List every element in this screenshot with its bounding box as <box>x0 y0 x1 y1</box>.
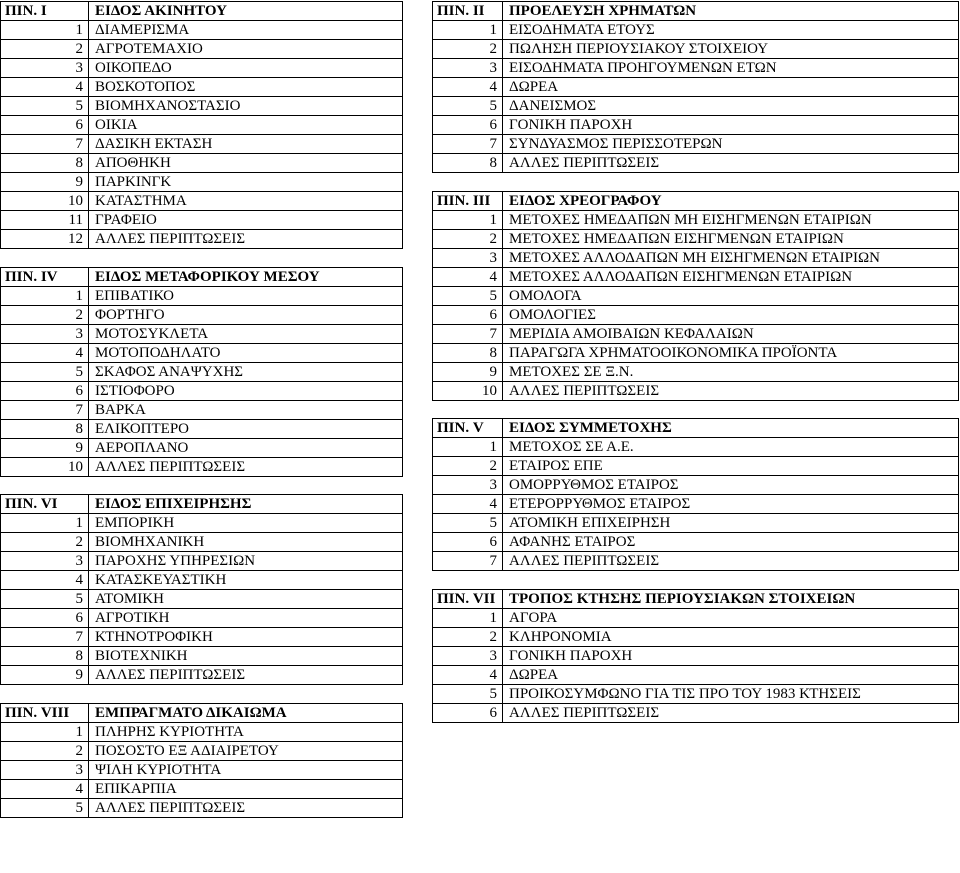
table-row <box>1 514 403 533</box>
row-code: 3 <box>1 324 89 343</box>
table-row <box>433 229 959 248</box>
row-label: ΚΑΤΑΣΚΕΥΑΣΤΙΚΗ <box>89 571 403 590</box>
row-code: 4 <box>433 78 503 97</box>
table-row <box>433 40 959 59</box>
row-label: ΓΡΑΦΕΙΟ <box>89 211 403 230</box>
row-label: ΕΙΣΟΔΗΜΑΤΑ ΕΤΟΥΣ <box>503 21 959 40</box>
table-row <box>433 116 959 135</box>
table-row <box>433 665 959 684</box>
row-code: 2 <box>1 533 89 552</box>
row-label: ΔΩΡΕΑ <box>503 78 959 97</box>
row-label: ΕΠΙΚΑΡΠΙΑ <box>89 779 403 798</box>
section-title: ΠΡΟΕΛΕΥΣΗ ΧΡΗΜΑΤΩΝ <box>503 2 959 21</box>
row-label: ΠΑΡΑΓΩΓΑ ΧΡΗΜΑΤΟΟΙΚΟΝΟΜΙΚΑ ΠΡΟΪΟΝΤΑ <box>503 343 959 362</box>
table-row <box>1 552 403 571</box>
row-code: 6 <box>433 703 503 722</box>
table-row <box>433 97 959 116</box>
table-row <box>1 40 403 59</box>
row-label: ΕΜΠΟΡΙΚΗ <box>89 514 403 533</box>
section-code: ΠΙΝ. VI <box>1 495 89 514</box>
row-label: ΠΟΣΟΣΤΟ ΕΞ ΑΔΙΑΙΡΕΤΟΥ <box>89 741 403 760</box>
table-row <box>1 59 403 78</box>
section-title: ΕΙΔΟΣ ΣΥΜΜΕΤΟΧΗΣ <box>503 419 959 438</box>
table-row <box>433 78 959 97</box>
row-code: 10 <box>433 381 503 400</box>
row-code: 6 <box>433 305 503 324</box>
table-row <box>1 286 403 305</box>
row-label: ΦΟΡΤΗΓΟ <box>89 305 403 324</box>
table-row <box>1 362 403 381</box>
row-label: ΟΜΟΛΟΓΙΕΣ <box>503 305 959 324</box>
section-title: ΕΜΠΡΑΓΜΑΤΟ ΔΙΚΑΙΩΜΑ <box>89 703 403 722</box>
row-code: 1 <box>433 608 503 627</box>
row-label: ΜΕΤΟΧΕΣ ΑΛΛΟΔΑΠΩΝ ΜΗ ΕΙΣΗΓΜΕΝΩΝ ΕΤΑΙΡΙΩΝ <box>503 248 959 267</box>
spacer-row <box>433 571 959 590</box>
row-code: 5 <box>433 97 503 116</box>
row-code: 2 <box>1 305 89 324</box>
row-code: 2 <box>433 457 503 476</box>
section-header <box>1 703 403 722</box>
row-code: 6 <box>1 116 89 135</box>
row-code: 1 <box>433 210 503 229</box>
table-row <box>1 324 403 343</box>
row-code: 5 <box>1 362 89 381</box>
table-row <box>1 628 403 647</box>
row-label: ΜΕΤΟΧΕΣ ΗΜΕΔΑΠΩΝ ΕΙΣΗΓΜΕΝΩΝ ΕΤΑΙΡΙΩΝ <box>503 229 959 248</box>
row-label: ΑΛΛΕΣ ΠΕΡΙΠΤΩΣΕΙΣ <box>89 457 403 476</box>
row-label: ΒΟΣΚΟΤΟΠΟΣ <box>89 78 403 97</box>
table-row <box>1 609 403 628</box>
row-label: ΑΓΟΡΑ <box>503 608 959 627</box>
table-row <box>1 97 403 116</box>
table-row <box>1 400 403 419</box>
section-code: ΠΙΝ. III <box>433 191 503 210</box>
row-code: 5 <box>433 684 503 703</box>
section-code: ΠΙΝ. II <box>433 2 503 21</box>
row-code: 3 <box>433 646 503 665</box>
row-code: 7 <box>1 628 89 647</box>
row-label: ΜΟΤΟΣΥΚΛΕΤΑ <box>89 324 403 343</box>
row-label: ΕΤΕΡΟΡΡΥΘΜΟΣ ΕΤΑΙΡΟΣ <box>503 495 959 514</box>
table-row <box>1 116 403 135</box>
table-row <box>1 381 403 400</box>
row-label: ΜΕΡΙΔΙΑ ΑΜΟΙΒΑΙΩΝ ΚΕΦΑΛΑΙΩΝ <box>503 324 959 343</box>
row-label: ΑΛΛΕΣ ΠΕΡΙΠΤΩΣΕΙΣ <box>89 230 403 249</box>
table-row <box>433 514 959 533</box>
table-row <box>433 495 959 514</box>
row-code: 1 <box>433 438 503 457</box>
row-label: ΑΓΡΟΤΕΜΑΧΙΟ <box>89 40 403 59</box>
table-row <box>1 779 403 798</box>
row-code: 3 <box>433 476 503 495</box>
row-code: 3 <box>1 552 89 571</box>
row-label: ΙΣΤΙΟΦΟΡΟ <box>89 381 403 400</box>
row-label: ΓΟΝΙΚΗ ΠΑΡΟΧΗ <box>503 646 959 665</box>
section-header <box>1 267 403 286</box>
row-code: 5 <box>1 590 89 609</box>
row-label: ΔΑΝΕΙΣΜΟΣ <box>503 97 959 116</box>
table-row <box>1 533 403 552</box>
row-code: 7 <box>1 135 89 154</box>
row-label: ΣΥΝΔΥΑΣΜΟΣ ΠΕΡΙΣΣΟΤΕΡΩΝ <box>503 135 959 154</box>
row-label: ΑΛΛΕΣ ΠΕΡΙΠΤΩΣΕΙΣ <box>89 666 403 685</box>
table-row <box>1 798 403 817</box>
row-code: 11 <box>1 211 89 230</box>
row-label: ΓΟΝΙΚΗ ΠΑΡΟΧΗ <box>503 116 959 135</box>
table-row <box>433 457 959 476</box>
row-label: ΔΙΑΜΕΡΙΣΜΑ <box>89 21 403 40</box>
row-label: ΚΛΗΡΟΝΟΜΙΑ <box>503 627 959 646</box>
table-row <box>433 552 959 571</box>
row-label: ΠΛΗΡΗΣ ΚΥΡΙΟΤΗΤΑ <box>89 722 403 741</box>
section-code: ΠΙΝ. I <box>1 2 89 21</box>
row-label: ΑΓΡΟΤΙΚΗ <box>89 609 403 628</box>
row-code: 9 <box>1 666 89 685</box>
table-row <box>433 59 959 78</box>
row-code: 7 <box>1 400 89 419</box>
row-label: ΨΙΛΗ ΚΥΡΙΟΤΗΤΑ <box>89 760 403 779</box>
section-header <box>1 2 403 21</box>
row-code: 10 <box>1 457 89 476</box>
row-label: ΕΤΑΙΡΟΣ ΕΠΕ <box>503 457 959 476</box>
section-code: ΠΙΝ. V <box>433 419 503 438</box>
row-code: 6 <box>433 116 503 135</box>
row-label: ΑΤΟΜΙΚΗ ΕΠΙΧΕΙΡΗΣΗ <box>503 514 959 533</box>
right-code-table <box>432 1 959 723</box>
row-label: ΑΛΛΕΣ ΠΕΡΙΠΤΩΣΕΙΣ <box>503 552 959 571</box>
row-code: 3 <box>433 59 503 78</box>
table-row <box>1 438 403 457</box>
section-title: ΤΡΟΠΟΣ ΚΤΗΣΗΣ ΠΕΡΙΟΥΣΙΑΚΩΝ ΣΤΟΙΧΕΙΩΝ <box>503 589 959 608</box>
table-row <box>1 343 403 362</box>
table-row <box>1 78 403 97</box>
row-label: ΔΑΣΙΚΗ ΕΚΤΑΣΗ <box>89 135 403 154</box>
row-code: 5 <box>1 798 89 817</box>
row-code: 5 <box>433 514 503 533</box>
row-label: ΠΑΡΚΙΝΓΚ <box>89 173 403 192</box>
table-row <box>1 192 403 211</box>
row-label: ΔΩΡΕΑ <box>503 665 959 684</box>
row-label: ΒΙΟΜΗΧΑΝΙΚΗ <box>89 533 403 552</box>
row-label: ΜΟΤΟΠΟΔΗΛΑΤΟ <box>89 343 403 362</box>
table-row <box>433 476 959 495</box>
table-row <box>433 21 959 40</box>
section-header <box>433 589 959 608</box>
row-label: ΒΙΟΜΗΧΑΝΟΣΤΑΣΙΟ <box>89 97 403 116</box>
row-code: 4 <box>433 267 503 286</box>
row-label: ΟΙΚΙΑ <box>89 116 403 135</box>
table-row <box>1 722 403 741</box>
table-row <box>433 343 959 362</box>
table-row <box>1 457 403 476</box>
row-code: 7 <box>433 552 503 571</box>
table-row <box>433 608 959 627</box>
row-label: ΑΤΟΜΙΚΗ <box>89 590 403 609</box>
row-label: ΑΛΛΕΣ ΠΕΡΙΠΤΩΣΕΙΣ <box>503 703 959 722</box>
table-row <box>1 173 403 192</box>
table-row <box>1 21 403 40</box>
table-row <box>1 590 403 609</box>
row-code: 3 <box>433 248 503 267</box>
row-code: 5 <box>433 286 503 305</box>
row-code: 2 <box>433 627 503 646</box>
row-label: ΠΑΡΟΧΗΣ ΥΠΗΡΕΣΙΩΝ <box>89 552 403 571</box>
row-code: 2 <box>433 40 503 59</box>
section-title: ΕΙΔΟΣ ΧΡΕΟΓΡΑΦΟΥ <box>503 191 959 210</box>
row-code: 4 <box>433 665 503 684</box>
spacer-row <box>1 249 403 268</box>
table-row <box>433 305 959 324</box>
row-code: 8 <box>1 419 89 438</box>
section-title: ΕΙΔΟΣ ΕΠΙΧΕΙΡΗΣΗΣ <box>89 495 403 514</box>
table-row <box>1 760 403 779</box>
row-code: 6 <box>1 609 89 628</box>
row-label: ΕΙΣΟΔΗΜΑΤΑ ΠΡΟΗΓΟΥΜΕΝΩΝ ΕΤΩΝ <box>503 59 959 78</box>
row-label: ΒΙΟΤΕΧΝΙΚΗ <box>89 647 403 666</box>
row-code: 6 <box>1 381 89 400</box>
left-code-table <box>0 1 403 818</box>
spacer-row <box>1 476 403 495</box>
row-label: ΕΠΙΒΑΤΙΚΟ <box>89 286 403 305</box>
table-row <box>433 703 959 722</box>
row-code: 4 <box>433 495 503 514</box>
row-code: 10 <box>1 192 89 211</box>
row-label: ΒΑΡΚΑ <box>89 400 403 419</box>
row-label: ΑΦΑΝΗΣ ΕΤΑΙΡΟΣ <box>503 533 959 552</box>
row-label: ΜΕΤΟΧΕΣ ΣΕ Ξ.Ν. <box>503 362 959 381</box>
section-header <box>433 191 959 210</box>
row-code: 1 <box>433 21 503 40</box>
row-code: 2 <box>1 741 89 760</box>
spacer-row <box>433 173 959 192</box>
table-row <box>1 230 403 249</box>
section-code: ΠΙΝ. VII <box>433 589 503 608</box>
row-label: ΠΡΟΙΚΟΣΥΜΦΩΝΟ ΓΙΑ ΤΙΣ ΠΡΟ ΤΟΥ 1983 ΚΤΗΣΕΙΣ <box>503 684 959 703</box>
row-label: ΜΕΤΟΧΟΣ ΣΕ Α.Ε. <box>503 438 959 457</box>
table-row <box>433 533 959 552</box>
row-code: 9 <box>433 362 503 381</box>
row-code: 8 <box>433 343 503 362</box>
table-row <box>433 248 959 267</box>
row-label: ΟΜΟΡΡΥΘΜΟΣ ΕΤΑΙΡΟΣ <box>503 476 959 495</box>
row-code: 12 <box>1 230 89 249</box>
row-code: 2 <box>1 40 89 59</box>
row-label: ΑΛΛΕΣ ΠΕΡΙΠΤΩΣΕΙΣ <box>503 381 959 400</box>
row-label: ΠΩΛΗΣΗ ΠΕΡΙΟΥΣΙΑΚΟΥ ΣΤΟΙΧΕΙΟΥ <box>503 40 959 59</box>
section-header <box>433 2 959 21</box>
table-row <box>1 305 403 324</box>
row-code: 1 <box>1 286 89 305</box>
row-code: 8 <box>1 154 89 173</box>
row-code: 2 <box>433 229 503 248</box>
row-label: ΑΛΛΕΣ ΠΕΡΙΠΤΩΣΕΙΣ <box>89 798 403 817</box>
row-code: 5 <box>1 97 89 116</box>
table-row <box>433 438 959 457</box>
section-code: ΠΙΝ. IV <box>1 267 89 286</box>
table-row <box>1 666 403 685</box>
row-code: 4 <box>1 343 89 362</box>
spacer-row <box>433 400 959 419</box>
row-code: 3 <box>1 760 89 779</box>
row-code: 4 <box>1 78 89 97</box>
row-label: ΚΤΗΝΟΤΡΟΦΙΚΗ <box>89 628 403 647</box>
row-label: ΜΕΤΟΧΕΣ ΗΜΕΔΑΠΩΝ ΜΗ ΕΙΣΗΓΜΕΝΩΝ ΕΤΑΙΡΙΩΝ <box>503 210 959 229</box>
table-row <box>1 419 403 438</box>
table-row <box>1 211 403 230</box>
row-code: 1 <box>1 514 89 533</box>
table-row <box>433 381 959 400</box>
row-code: 6 <box>433 533 503 552</box>
section-code: ΠΙΝ. VIII <box>1 703 89 722</box>
row-label: ΕΛΙΚΟΠΤΕΡΟ <box>89 419 403 438</box>
row-label: ΚΑΤΑΣΤΗΜΑ <box>89 192 403 211</box>
table-row <box>433 267 959 286</box>
spacer-row <box>1 685 403 704</box>
row-code: 9 <box>1 173 89 192</box>
row-label: ΑΕΡΟΠΛΑΝΟ <box>89 438 403 457</box>
table-row <box>433 210 959 229</box>
row-code: 9 <box>1 438 89 457</box>
table-row <box>433 646 959 665</box>
section-header <box>433 419 959 438</box>
row-code: 1 <box>1 21 89 40</box>
table-row <box>433 684 959 703</box>
row-code: 3 <box>1 59 89 78</box>
row-code: 4 <box>1 571 89 590</box>
row-label: ΟΙΚΟΠΕΔΟ <box>89 59 403 78</box>
row-label: ΜΕΤΟΧΕΣ ΑΛΛΟΔΑΠΩΝ ΕΙΣΗΓΜΕΝΩΝ ΕΤΑΙΡΙΩΝ <box>503 267 959 286</box>
row-label: ΑΛΛΕΣ ΠΕΡΙΠΤΩΣΕΙΣ <box>503 154 959 173</box>
row-code: 7 <box>433 135 503 154</box>
row-label: ΑΠΟΘΗΚΗ <box>89 154 403 173</box>
table-row <box>433 154 959 173</box>
table-row <box>433 286 959 305</box>
table-row <box>433 135 959 154</box>
row-code: 7 <box>433 324 503 343</box>
table-row <box>433 627 959 646</box>
row-code: 8 <box>1 647 89 666</box>
row-label: ΟΜΟΛΟΓΑ <box>503 286 959 305</box>
table-row <box>433 362 959 381</box>
section-title: ΕΙΔΟΣ ΑΚΙΝΗΤΟΥ <box>89 2 403 21</box>
section-header <box>1 495 403 514</box>
table-row <box>433 324 959 343</box>
section-title: ΕΙΔΟΣ ΜΕΤΑΦΟΡΙΚΟΥ ΜΕΣΟΥ <box>89 267 403 286</box>
row-code: 1 <box>1 722 89 741</box>
row-code: 4 <box>1 779 89 798</box>
table-row <box>1 647 403 666</box>
table-row <box>1 135 403 154</box>
table-row <box>1 571 403 590</box>
row-label: ΣΚΑΦΟΣ ΑΝΑΨΥΧΗΣ <box>89 362 403 381</box>
table-row <box>1 154 403 173</box>
table-row <box>1 741 403 760</box>
row-code: 8 <box>433 154 503 173</box>
